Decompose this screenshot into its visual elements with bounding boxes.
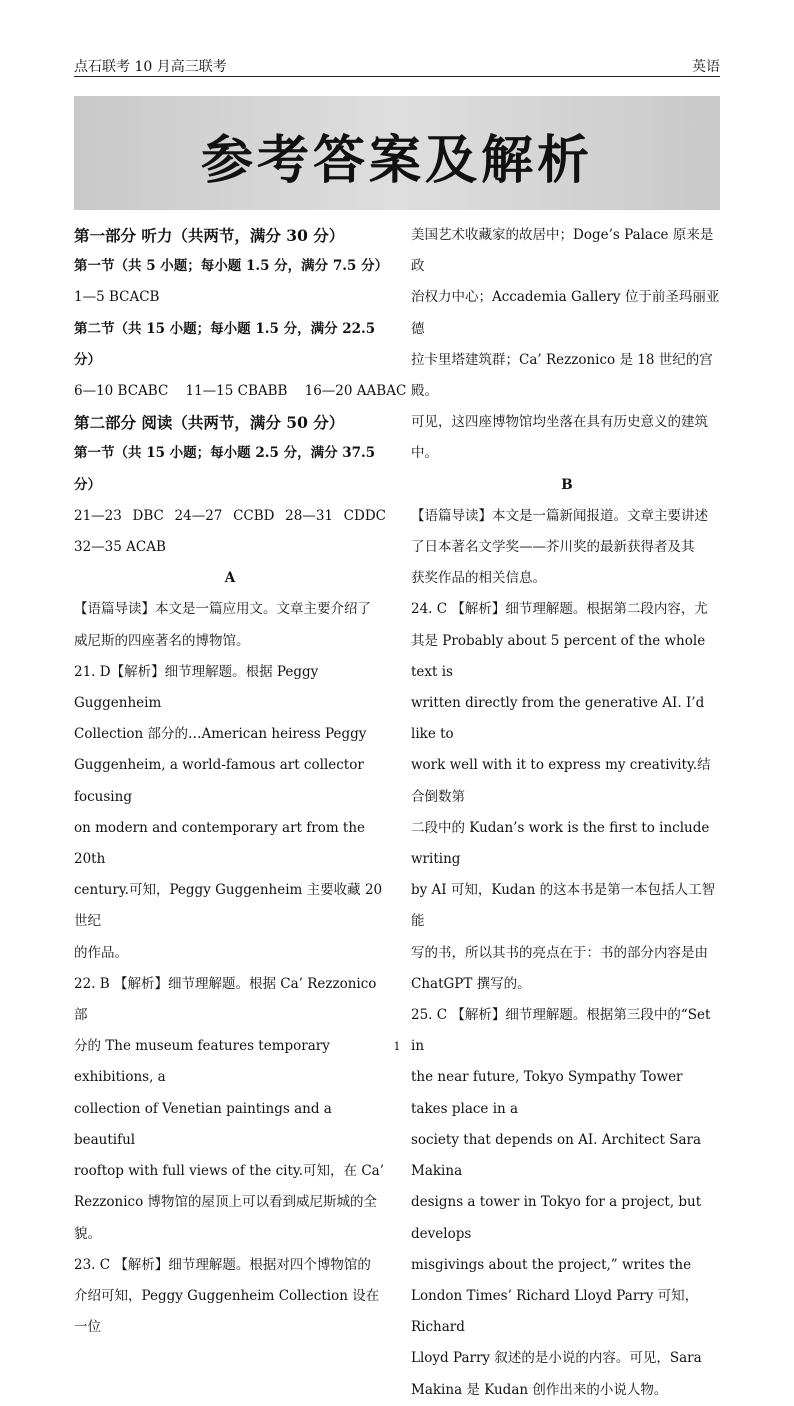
answer-range: 24—27 — [174, 507, 223, 524]
text-line: 治权力中心；Accademia Gallery 位于前圣玛丽亚德 — [411, 289, 720, 337]
text-line: 二段中的 Kudan’s work is the first to include writing — [411, 819, 710, 868]
text-line: 威尼斯的四座著名的博物馆。 — [74, 632, 250, 649]
answer-key: CDDC — [343, 507, 386, 524]
banner-title: 参考答案及解析 — [200, 131, 593, 191]
part1-title: 第一部分 听力（共两节，满分 30 分） — [74, 226, 345, 245]
text-line: collection of Venetian paintings and a beautiful — [74, 1100, 332, 1148]
page-header-right: 英语 — [692, 59, 720, 75]
text-line: the near future, Tokyo Sympathy Tower takes place in a — [411, 1069, 683, 1117]
text-line: Makina 是 Kudan 创作出来的小说人物。 — [411, 1381, 668, 1398]
section1-title: 第一节（共 5 小题；每小题 1.5 分，满分 7.5 分） — [74, 258, 389, 275]
text-line: century.可知，Peggy Guggenheim 主要收藏 20 世纪 — [74, 882, 383, 930]
answer-range: 28—31 — [285, 507, 333, 524]
text-line: ChatGPT 撰写的。 — [411, 975, 531, 992]
text-line: misgivings about the project,” writes the — [411, 1256, 692, 1273]
answer-range: 21—23 — [74, 507, 122, 524]
text-line: rooftop with full views of the city.可知，在 Ca’ — [74, 1163, 385, 1180]
text-line: 21. D【解析】细节理解题。根据 Peggy Guggenheim — [74, 663, 319, 712]
page-number: 1 — [393, 1040, 401, 1053]
text-line: on modern and contemporary art from the 20th — [74, 819, 366, 868]
section3-title: 第一节（共 15 小题；每小题 2.5 分，满分 37.5 分） — [74, 445, 376, 493]
text-line: 美国艺术收藏家的故居中；Doge’s Palace 原来是政 — [411, 227, 714, 275]
part2-title: 第二部分 阅读（共两节，满分 50 分） — [74, 413, 345, 433]
text-line: 介绍可知，Peggy Guggenheim Collection 设在一位 — [74, 1287, 380, 1336]
text-line: 了日本著名文学奖——芥川奖的最新获得者及其 — [411, 539, 695, 556]
left-column — [74, 220, 407, 1343]
text-line: 其是 Probably about 5 percent of the whole text is — [411, 632, 706, 680]
text-line: work well with it to express my creativity.结合倒数第 — [411, 757, 711, 805]
text-line: 的作品。 — [74, 944, 128, 961]
text-line: 拉卡里塔建筑群；Ca’ Rezzonico 是 18 世纪的宫殿。 — [411, 351, 713, 400]
page-header-left: 点石联考 10 月高三联考 — [74, 59, 227, 75]
text-line: Rezzonico 博物馆的屋顶上可以看到威尼斯城的全 — [74, 1194, 377, 1211]
text-line: 23. C 【解析】细节理解题。根据对四个博物馆的 — [74, 1256, 371, 1273]
text-line: 25. C 【解析】细节理解题。根据第三段中的“Set in — [411, 1007, 711, 1055]
section2-answers: 6—10 BCABC 11—15 CBABB 16—20 AABAC — [74, 383, 407, 400]
passage-a-label: A — [224, 570, 236, 587]
text-line: 获奖作品的相关信息。 — [411, 570, 546, 587]
answer-key: DBC — [132, 507, 164, 524]
passage-b-label: B — [561, 476, 573, 493]
section3-answers-row2: 32—35 ACAB — [74, 539, 166, 556]
text-line: 22. B 【解析】细节理解题。根据 Ca’ Rezzonico 部 — [74, 975, 377, 1024]
text-line: by AI 可知，Kudan 的这本书是第一本包括人工智能 — [411, 882, 716, 930]
right-column — [411, 220, 723, 1406]
text-line: 貌。 — [74, 1225, 101, 1242]
text-line: London Times’ Richard Lloyd Parry 可知，Richard — [411, 1287, 699, 1336]
text-line: written directly from the generative AI. I’d like to — [411, 695, 705, 743]
text-line: 【语篇导读】本文是一篇应用文。文章主要介绍了 — [74, 601, 371, 618]
passage-a-continuation — [411, 220, 723, 470]
text-line: 中。 — [411, 445, 438, 462]
section1-answers: 1—5 BCACB — [74, 289, 160, 306]
passage-a-explanation — [74, 594, 386, 1343]
text-line: 写的书，所以其书的亮点在于：书的部分内容是由 — [411, 944, 708, 961]
text-line: 24. C 【解析】细节理解题。根据第二段内容，尤 — [411, 601, 708, 618]
section2-title: 第二节（共 15 小题；每小题 1.5 分，满分 22.5 分） — [74, 320, 376, 368]
header-rule — [74, 76, 720, 77]
passage-b-explanation — [411, 501, 723, 1406]
text-line: Collection 部分的…American heiress Peggy — [74, 726, 367, 743]
title-banner — [74, 96, 720, 210]
text-line: 分的 The museum features temporary exhibitions, a — [74, 1038, 330, 1086]
text-line: 可见，这四座博物馆均坐落在具有历史意义的建筑 — [411, 414, 708, 431]
text-line: 【语篇导读】本文是一篇新闻报道。文章主要讲述 — [411, 507, 708, 524]
text-line: designs a tower in Tokyo for a project, but develops — [411, 1194, 702, 1242]
answer-key: CCBD — [233, 507, 275, 524]
text-line: Guggenheim, a world-famous art collector focusing — [74, 757, 364, 805]
section3-answers-row1 — [74, 501, 386, 532]
text-line: society that depends on AI. Architect Sara Makina — [411, 1131, 702, 1180]
text-line: Lloyd Parry 叙述的是小说的内容。可见，Sara — [411, 1350, 702, 1367]
